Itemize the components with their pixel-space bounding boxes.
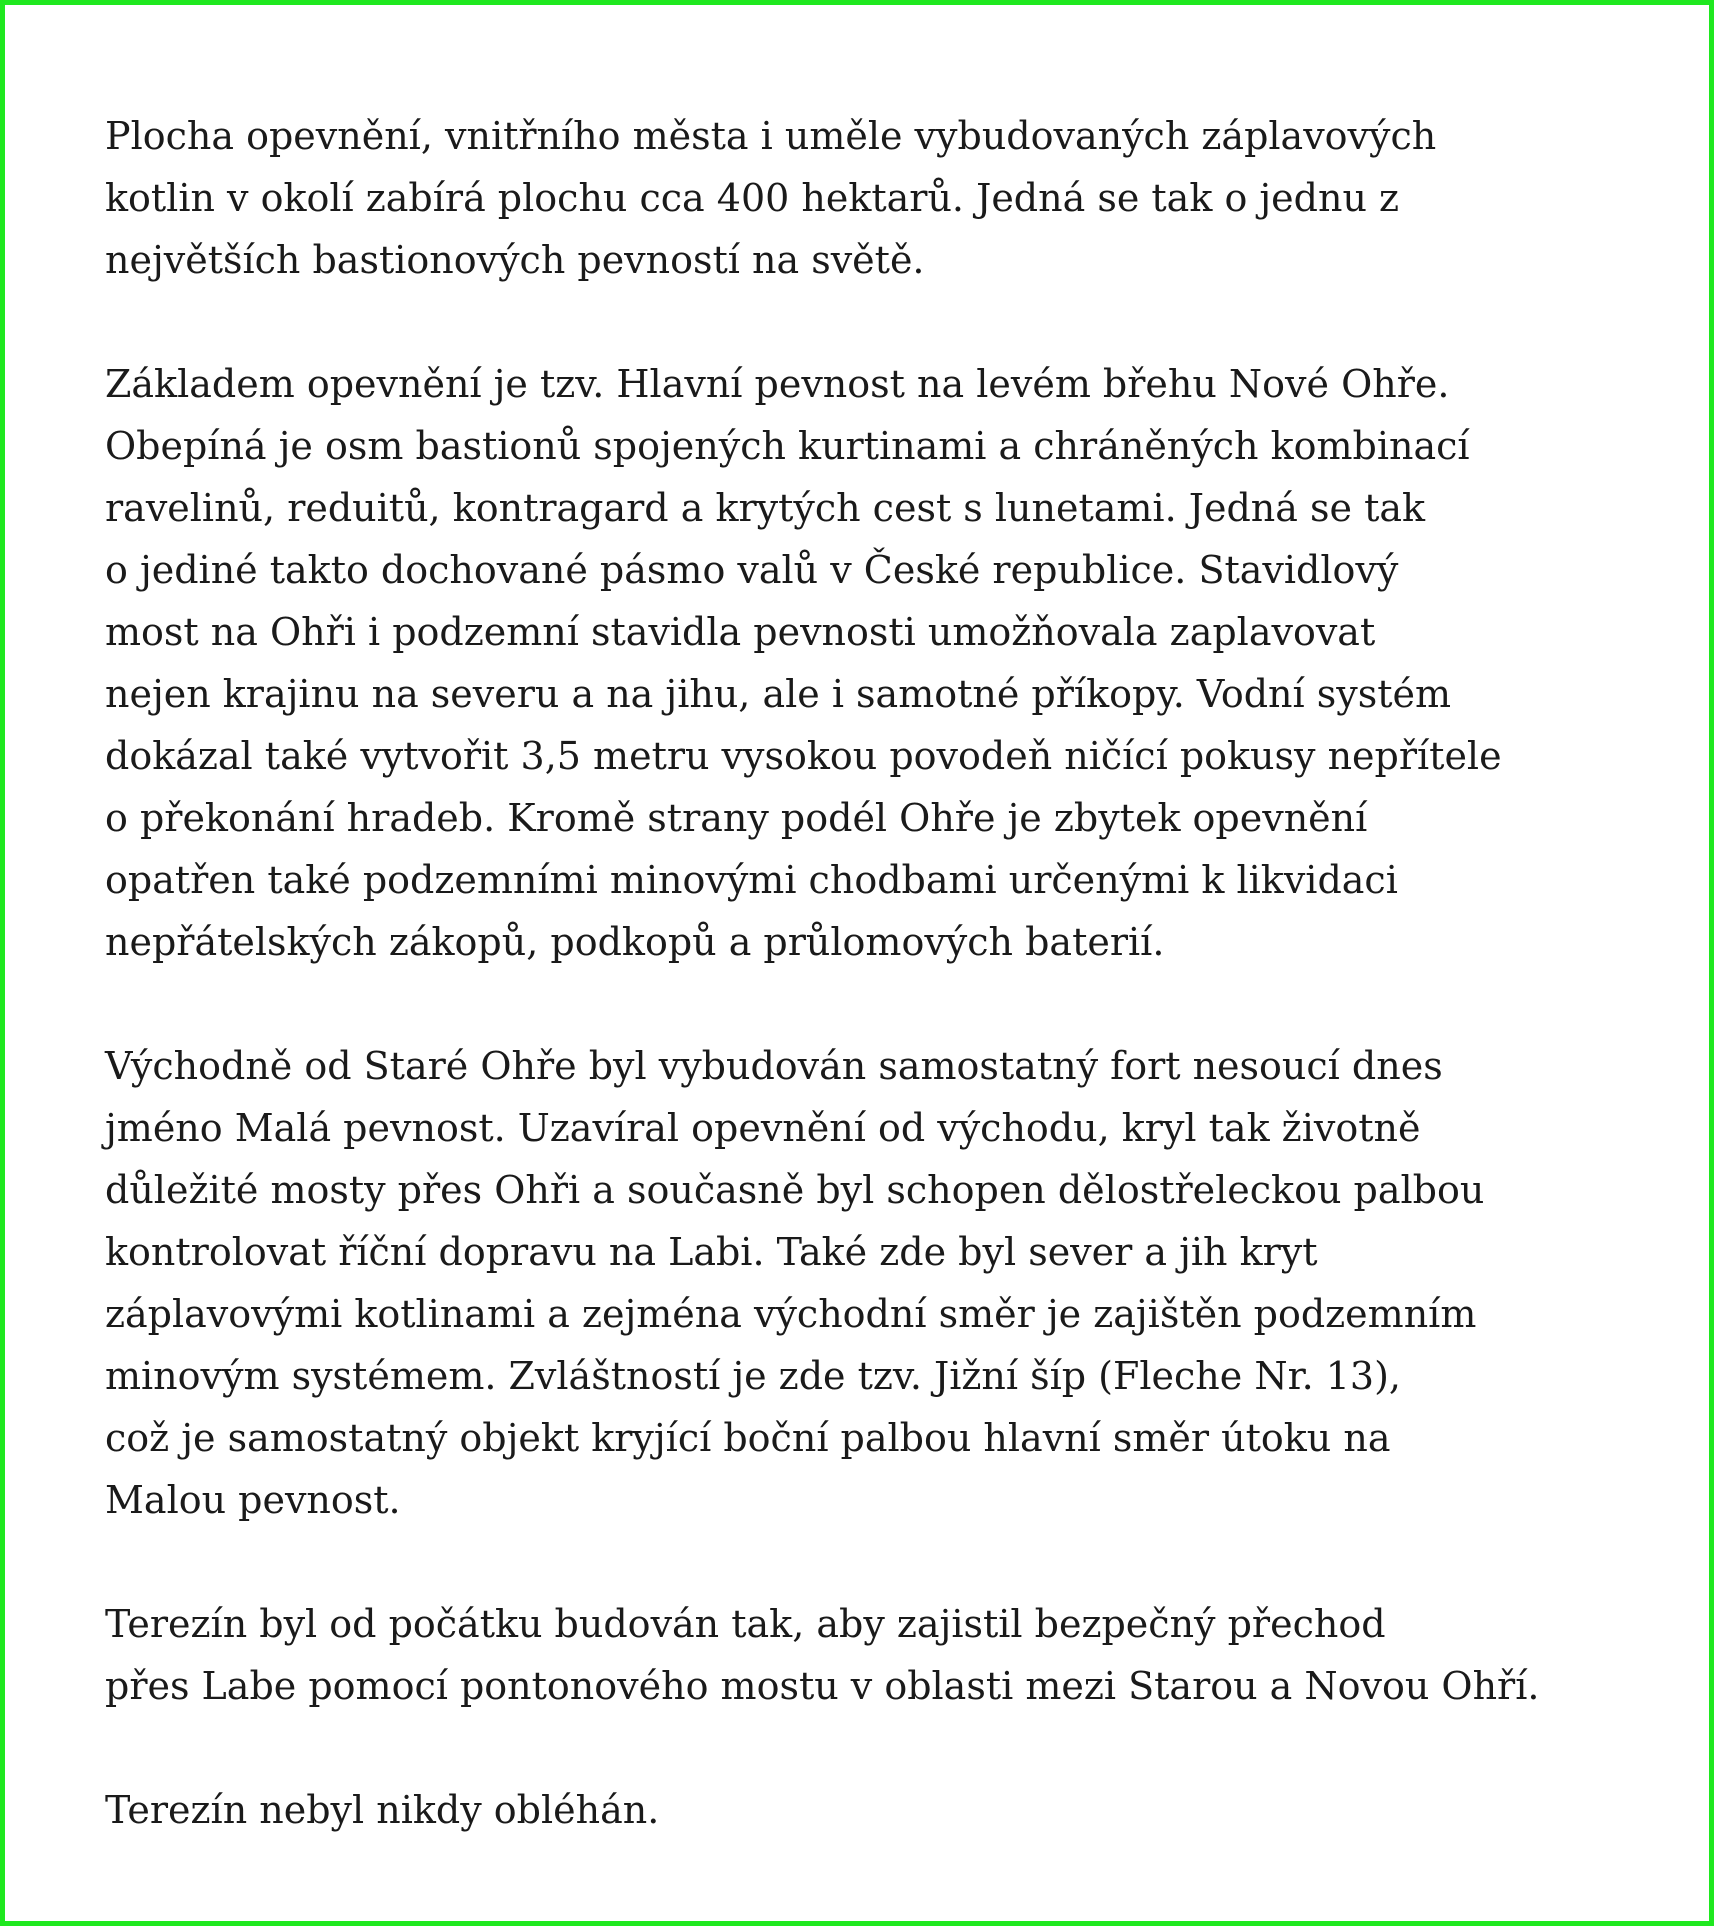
paragraph-small-fortress xyxy=(105,1035,1645,1531)
text-line: což je samostatný objekt kryjící boční palbou hlavní směr útoku na xyxy=(105,1416,1391,1460)
text-line: o jediné takto dochované pásmo valů v České republice. Stavidlový xyxy=(105,548,1399,592)
paragraph-crossing xyxy=(105,1593,1645,1717)
text-line: nepřátelských zákopů, podkopů a průlomových baterií. xyxy=(105,920,1165,964)
document-text xyxy=(105,105,1645,1841)
text-line: jméno Malá pevnost. Uzavíral opevnění od východu, kryl tak životně xyxy=(105,1106,1421,1150)
text-line: opatřen také podzemními minovými chodbami určenými k likvidaci xyxy=(105,858,1398,902)
text-line: důležité mosty přes Ohři a současně byl schopen dělostřeleckou palbou xyxy=(105,1168,1485,1212)
text-line: minovým systémem. Zvláštností je zde tzv. Jižní šíp (Fleche Nr. 13), xyxy=(105,1354,1401,1398)
text-line: Terezín nebyl nikdy obléhán. xyxy=(105,1788,660,1832)
text-line: dokázal také vytvořit 3,5 metru vysokou povodeň ničící pokusy nepřítele xyxy=(105,734,1502,778)
text-line: ravelinů, reduitů, kontragard a krytých cest s lunetami. Jedná se tak xyxy=(105,486,1426,530)
text-line: Plocha opevnění, vnitřního města i uměle vybudovaných záplavových xyxy=(105,114,1437,158)
text-line: největších bastionových pevností na světě. xyxy=(105,238,925,282)
text-line: přes Labe pomocí pontonového mostu v oblasti mezi Starou a Novou Ohří. xyxy=(105,1664,1540,1708)
text-line: kotlin v okolí zabírá plochu cca 400 hektarů. Jedná se tak o jednu z xyxy=(105,176,1400,220)
paragraph-siege xyxy=(105,1779,1645,1841)
text-line: most na Ohři i podzemní stavidla pevnosti umožňovala zaplavovat xyxy=(105,610,1376,654)
paragraph-main-fortress xyxy=(105,353,1645,973)
text-line: nejen krajinu na severu a na jihu, ale i samotné příkopy. Vodní systém xyxy=(105,672,1452,716)
text-line: Základem opevnění je tzv. Hlavní pevnost na levém břehu Nové Ohře. xyxy=(105,362,1450,406)
paragraph-area xyxy=(105,105,1645,291)
text-line: kontrolovat říční dopravu na Labi. Také zde byl sever a jih kryt xyxy=(105,1230,1318,1274)
text-line: záplavovými kotlinami a zejména východní směr je zajištěn podzemním xyxy=(105,1292,1477,1336)
text-line: Obepíná je osm bastionů spojených kurtinami a chráněných kombinací xyxy=(105,424,1470,468)
text-line: Východně od Staré Ohře byl vybudován samostatný fort nesoucí dnes xyxy=(105,1044,1443,1088)
text-line: Terezín byl od počátku budován tak, aby zajistil bezpečný přechod xyxy=(105,1602,1386,1646)
text-line: Malou pevnost. xyxy=(105,1478,401,1522)
text-line: o překonání hradeb. Kromě strany podél Ohře je zbytek opevnění xyxy=(105,796,1368,840)
